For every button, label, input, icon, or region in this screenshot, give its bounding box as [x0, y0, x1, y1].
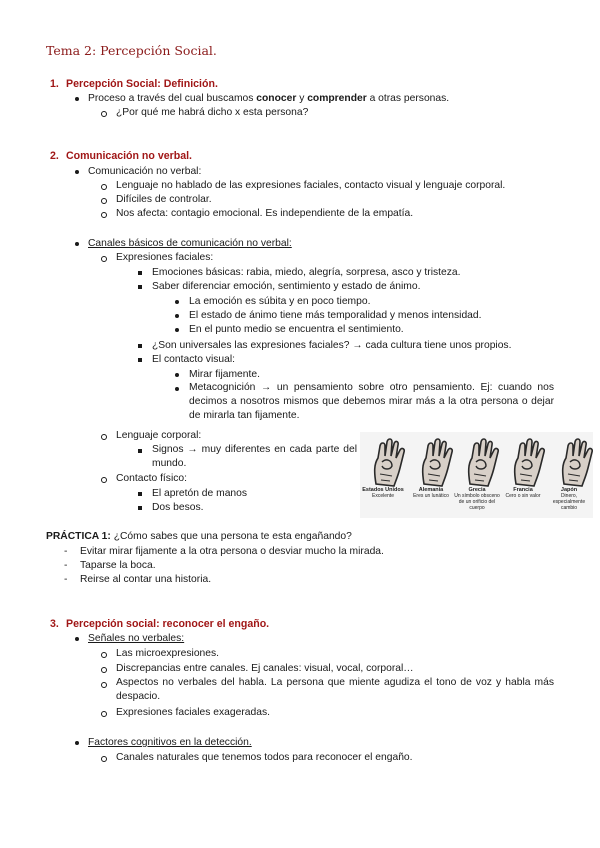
- question-text: ¿Por qué me habrá dicho x esta persona?: [116, 107, 309, 118]
- bullet-circle: [101, 212, 107, 218]
- bullet-circle: [101, 756, 107, 762]
- dash: -: [64, 546, 68, 557]
- factores-heading: Factores cognitivos en la detección.: [88, 737, 252, 748]
- practica-item: Evitar mirar fijamente a la otra persona o desviar mucho la mirada.: [80, 546, 384, 557]
- bullet-circle: [101, 652, 107, 658]
- section-1-heading: Percepción Social: Definición.: [66, 78, 218, 90]
- bullet-dot: [75, 97, 79, 101]
- saber-text: Saber diferenciar emoción, sentimiento y estado de ánimo.: [152, 281, 421, 292]
- saber-item: En el punto medio se encuentra el sentimiento.: [189, 324, 404, 335]
- bullet-dot: [175, 387, 179, 391]
- bullet-square: [138, 344, 142, 348]
- section-3-heading: Percepción social: reconocer el engaño.: [66, 618, 270, 630]
- bullet-circle: [101, 667, 107, 673]
- expresiones-label: Expresiones faciales:: [116, 252, 214, 263]
- gesture-caption: Francia Cero o sin valor: [505, 487, 541, 499]
- bullet-circle: [101, 682, 107, 688]
- section-2-heading: Comunicación no verbal.: [66, 150, 192, 162]
- bullet-circle: [101, 711, 107, 717]
- signos-text: Signos → muy diferentes en cada parte del mundo.: [152, 444, 357, 469]
- metacognicion-text: Metacognición → un pensamiento sobre otro pensamiento. Ej: cuando nos decimos a nosotros mismos que debemos mirar más a la otra persona o dejar de mirarla tan fijamente.: [189, 382, 554, 421]
- bullet-circle: [101, 477, 107, 483]
- senales-heading: Señales no verbales:: [88, 633, 185, 644]
- cnv-item: Lenguaje no hablado de las expresiones faciales, contacto visual y lenguaje corporal.: [116, 180, 506, 191]
- emociones-text: Emociones básicas: rabia, miedo, alegría, sorpresa, asco y tristeza.: [152, 267, 461, 278]
- definition-text: Proceso a través del cual buscamos conocer y comprender a otras personas.: [88, 93, 450, 104]
- bullet-dot: [175, 373, 179, 377]
- bullet-dot: [175, 328, 179, 332]
- fisico-item: Dos besos.: [152, 502, 204, 513]
- gesture-caption: Japón Dinero, especialmente cambio: [552, 487, 586, 511]
- bullet-circle: [101, 184, 107, 190]
- bullet-circle: [101, 256, 107, 262]
- hand-gestures-illustration: [360, 434, 593, 490]
- practica-item: Taparse la boca.: [80, 560, 156, 571]
- gestures-image: [360, 432, 593, 518]
- fisico-item: El apretón de manos: [152, 488, 248, 499]
- bullet-dot: [75, 170, 79, 174]
- saber-item: El estado de ánimo tiene más temporalidad y menos intensidad.: [189, 310, 482, 321]
- bullet-dot: [175, 314, 179, 318]
- section-2-number: 2.: [50, 150, 59, 162]
- bullet-square: [138, 449, 142, 453]
- bullet-square: [138, 506, 142, 510]
- dash: -: [64, 574, 68, 585]
- bullet-dot: [175, 300, 179, 304]
- bullet-circle: [101, 111, 107, 117]
- dash: -: [64, 560, 68, 571]
- saber-item: La emoción es súbita y en poco tiempo.: [189, 296, 371, 307]
- bullet-circle: [101, 434, 107, 440]
- bullet-dot: [75, 741, 79, 745]
- corporal-label: Lenguaje corporal:: [116, 430, 202, 441]
- gesture-caption: Alemania Eres un lunático: [413, 487, 449, 499]
- canales-heading: Canales básicos de comunicación no verbal:: [88, 238, 292, 249]
- cnv-item: Nos afecta: contagio emocional. Es independiente de la empatía.: [116, 208, 414, 219]
- bullet-square: [138, 358, 142, 362]
- mirar-text: Mirar fijamente.: [189, 369, 260, 380]
- practica-item: Reirse al contar una historia.: [80, 574, 212, 585]
- senales-item: Las microexpresiones.: [116, 648, 220, 659]
- bullet-circle: [101, 198, 107, 204]
- bullet-square: [138, 492, 142, 496]
- gesture-caption: Grecia Un símbolo obsceno de un orificio del cuerpo: [454, 487, 500, 511]
- bullet-dot: [75, 637, 79, 641]
- fisico-label: Contacto físico:: [116, 473, 187, 484]
- bullet-square: [138, 271, 142, 275]
- cnv-label: Comunicación no verbal:: [88, 166, 202, 177]
- senales-item: Discrepancias entre canales. Ej canales: visual, vocal, corporal…: [116, 663, 414, 674]
- universales-text: ¿Son universales las expresiones faciales? → cada cultura tiene unos propios.: [152, 340, 512, 351]
- section-1-number: 1.: [50, 78, 59, 90]
- gesture-caption: Estados Unidos Excelente: [362, 487, 404, 499]
- contacto-visual-label: El contacto visual:: [152, 354, 235, 365]
- bullet-square: [138, 285, 142, 289]
- practica-question: PRÁCTICA 1: ¿Cómo sabes que una persona te esta engañando?: [46, 531, 352, 542]
- page-title: Tema 2: Percepción Social.: [46, 43, 217, 58]
- section-3-number: 3.: [50, 618, 59, 630]
- senales-item: Expresiones faciales exageradas.: [116, 707, 270, 718]
- cnv-item: Difíciles de controlar.: [116, 194, 212, 205]
- senales-item: Aspectos no verbales del habla. La persona que miente agudiza el tono de voz y habla más despacio.: [116, 677, 554, 702]
- bullet-dot: [75, 242, 79, 246]
- canales-naturales-text: Canales naturales que tenemos todos para reconocer el engaño.: [116, 752, 413, 763]
